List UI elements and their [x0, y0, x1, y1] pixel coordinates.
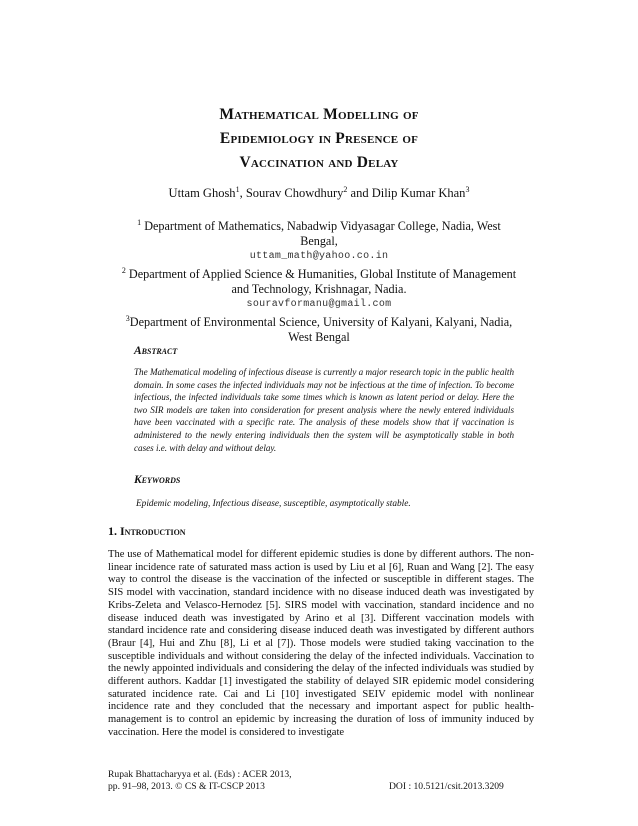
- author-name: Uttam Ghosh: [168, 186, 236, 201]
- footer-doi: DOI : 10.5121/csit.2013.3209: [389, 781, 504, 792]
- affiliation-3: [100, 311, 538, 345]
- author-affiliation-mark: 1: [235, 185, 240, 194]
- author-name: Dilip Kumar Khan: [371, 186, 466, 201]
- affiliation-text: Bengal,: [300, 234, 338, 249]
- affiliation-text: Department of Applied Science & Humanities, Global Institute of Management: [128, 267, 517, 282]
- author-affiliation-mark: 3: [465, 185, 470, 194]
- title-line: Epidemiology in Presence of: [219, 130, 419, 147]
- affiliation-1: [100, 215, 538, 264]
- footer-citation: [108, 769, 292, 793]
- affiliation-mark: 3: [125, 314, 130, 323]
- affiliation-text: and Technology, Krishnagar, Nadia.: [231, 282, 407, 297]
- title-line: Vaccination and Delay: [239, 154, 399, 171]
- introduction-heading: 1. Introduction: [108, 524, 186, 538]
- abstract-text: The Mathematical modeling of infectious disease is currently a major research topic in the public health domain. In some cases the infected individuals may not be infectious at the time of infection. To become infectious, the infected individuals take some times which is known as latent period or delay. Here the two SIR models are taken into consideration for present analysis where the newly entered individuals have been vaccinated with a specific rate. The analysis of these models show that if vaccination is administered to the newly entering individuals then the system will be asymptotically stable in both cases i.e. with delay and without delay.: [134, 367, 514, 453]
- abstract-heading: Abstract: [134, 345, 178, 357]
- author-separator: and: [347, 186, 372, 201]
- keywords-heading: Keywords: [134, 474, 181, 486]
- affiliation-text: Department of Mathematics, Nabadwip Vidyasagar College, Nadia, West: [144, 219, 501, 234]
- author-name: Sourav Chowdhury: [245, 186, 344, 201]
- affiliation-mark: 1: [137, 218, 142, 227]
- keywords-text: Epidemic modeling, Infectious disease, susceptible, asymptotically stable.: [136, 499, 411, 509]
- email-text: souravformanu@gmail.com: [246, 299, 392, 311]
- email-text: uttam_math@yahoo.co.in: [249, 251, 389, 263]
- affiliation-2: [100, 263, 538, 312]
- affiliation-text: Department of Environmental Science, University of Kalyani, Kalyani, Nadia,: [129, 315, 513, 330]
- author-list: [60, 185, 578, 201]
- author-affiliation-mark: 2: [343, 185, 348, 194]
- affiliation-mark: 2: [121, 266, 126, 275]
- introduction-text: The use of Mathematical model for different epidemic studies is done by different authors. The non-linear incidence rate of saturated mass action is used by Liu et al [6], Ruan and Wang [2]. The easy way to control the disease is the vaccination of the infected or susceptible in different stages. The SIS model with vaccination, standard incidence with no disease induced death was investigated by Kribs-Zeleta and Velasco-Hernodez [5]. SIRS model with vaccination, standard incidence and no disease induced death was investigated by Arino et al [3]. Different vaccination models with standard incidence rate and considering disease induced death was investigated by different authors (Braur [4], Hui and Zhu [8], Li et al [7]). Those models were studied taking vaccination to the susceptible individuals and without considering the delay of the infected individuals. Vaccination to the newly appointed individuals and considering the delay of the infected individuals was studied by different authors. Kaddar [1] investigated the stability of delayed SIR epidemic model considering saturated incidence rate. Cai and Li [10] investigated SEIV epidemic model with nonlinear incidence rate and they concluded that the necessary and important aspect for public health-management is to control an epidemic by increasing the duration of loss of immunity induced by vaccination. Here the model is considered to investigate: [108, 549, 534, 738]
- paper-title: [100, 103, 538, 175]
- footer-line: pp. 91–98, 2013. © CS & IT-CSCP 2013: [108, 781, 265, 792]
- title-line: Mathematical Modelling of: [219, 106, 419, 123]
- author-separator: ,: [239, 186, 246, 201]
- affiliation-text: West Bengal: [288, 330, 350, 345]
- footer-line: Rupak Bhattacharyya et al. (Eds) : ACER 2013,: [108, 769, 292, 780]
